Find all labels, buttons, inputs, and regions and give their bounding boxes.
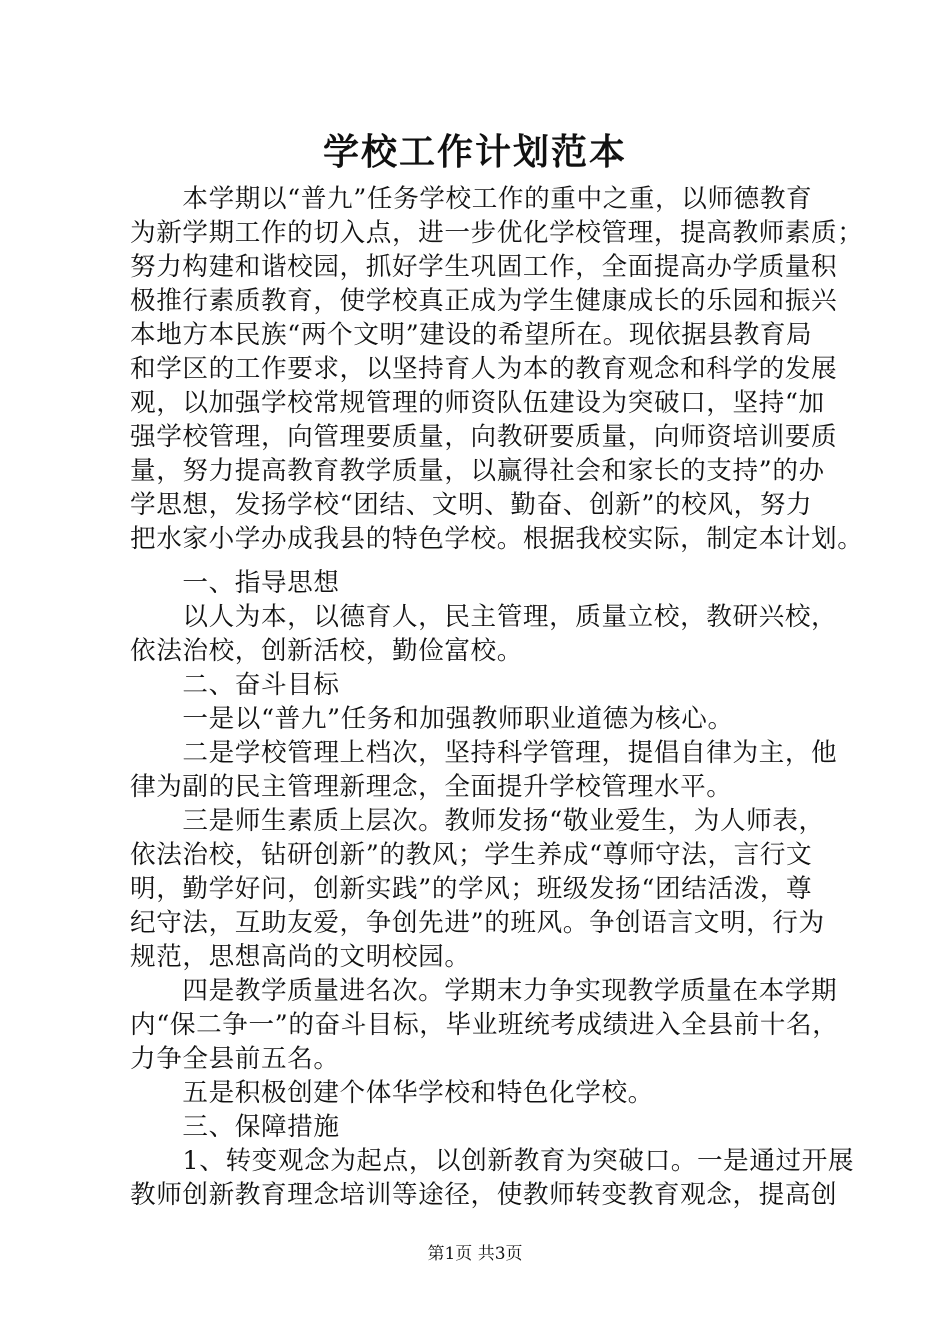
- body-line: 1、转变观念为起点，以创新教育为突破口。一是通过开展: [130, 1146, 855, 1176]
- body-line: 三是师生素质上层次。教师发扬“敬业爱生，为人师表，: [130, 806, 825, 836]
- body-line: 为新学期工作的切入点，进一步优化学校管理，提高教师素质；: [130, 218, 864, 248]
- body-line: 极推行素质教育，使学校真正成为学生健康成长的乐园和振兴: [130, 286, 838, 316]
- body-line: 规范，思想高尚的文明校园。: [130, 942, 471, 972]
- body-line: 一是以“普九”任务和加强教师职业道德为核心。: [130, 704, 734, 734]
- body-line: 律为副的民主管理新理念，全面提升学校管理水平。: [130, 772, 733, 802]
- body-line: 本学期以“普九”任务学校工作的重中之重，以师德教育: [130, 184, 813, 214]
- body-line: 二是学校管理上档次，坚持科学管理，提倡自律为主，他: [130, 738, 838, 768]
- section-heading: 二、奋斗目标: [130, 670, 340, 700]
- body-line: 本地方本民族“两个文明”建设的希望所在。现依据县教育局: [130, 320, 813, 350]
- body-line: 内“保二争一”的奋斗目标，毕业班统考成绩进入全县前十名，: [130, 1010, 839, 1040]
- page-number-footer: 第1页 共3页: [427, 1244, 523, 1264]
- body-line: 学思想，发扬学校“团结、文明、勤奋、创新”的校风，努力: [130, 490, 813, 520]
- document-title: 学校工作计划范本: [322, 131, 627, 173]
- body-line: 以人为本，以德育人，民主管理，质量立校，教研兴校，: [130, 602, 838, 632]
- body-line: 四是教学质量进名次。学期末力争实现教学质量在本学期: [130, 976, 838, 1006]
- section-heading: 一、指导思想: [130, 568, 340, 598]
- body-line: 依法治校，钻研创新”的教风；学生养成“尊师守法，言行文: [130, 840, 813, 870]
- body-line: 和学区的工作要求，以坚持育人为本的教育观念和科学的发展: [130, 354, 838, 384]
- body-line: 教师创新教育理念培训等途径，使教师转变教育观念，提高创: [130, 1180, 838, 1210]
- body-line: 明，勤学好问，创新实践”的学风；班级发扬“团结活泼，尊: [130, 874, 813, 904]
- body-line: 努力构建和谐校园，抓好学生巩固工作，全面提高办学质量积: [130, 252, 838, 282]
- body-line: 量，努力提高教育教学质量，以赢得社会和家长的支持”的办: [130, 456, 825, 486]
- body-line: 纪守法，互助友爱，争创先进”的班风。争创语言文明，行为: [130, 908, 825, 938]
- body-line: 依法治校，创新活校，勤俭富校。: [130, 636, 523, 666]
- body-line: 把水家小学办成我县的特色学校。根据我校实际，制定本计划。: [130, 524, 864, 554]
- body-line: 力争全县前五名。: [130, 1044, 340, 1074]
- body-line: 观，以加强学校常规管理的师资队伍建设为突破口，坚持“加: [130, 388, 825, 418]
- body-line: 五是积极创建个体华学校和特色化学校。: [130, 1078, 654, 1108]
- body-line: 强学校管理，向管理要质量，向教研要质量，向师资培训要质: [130, 422, 838, 452]
- section-heading: 三、保障措施: [130, 1112, 340, 1142]
